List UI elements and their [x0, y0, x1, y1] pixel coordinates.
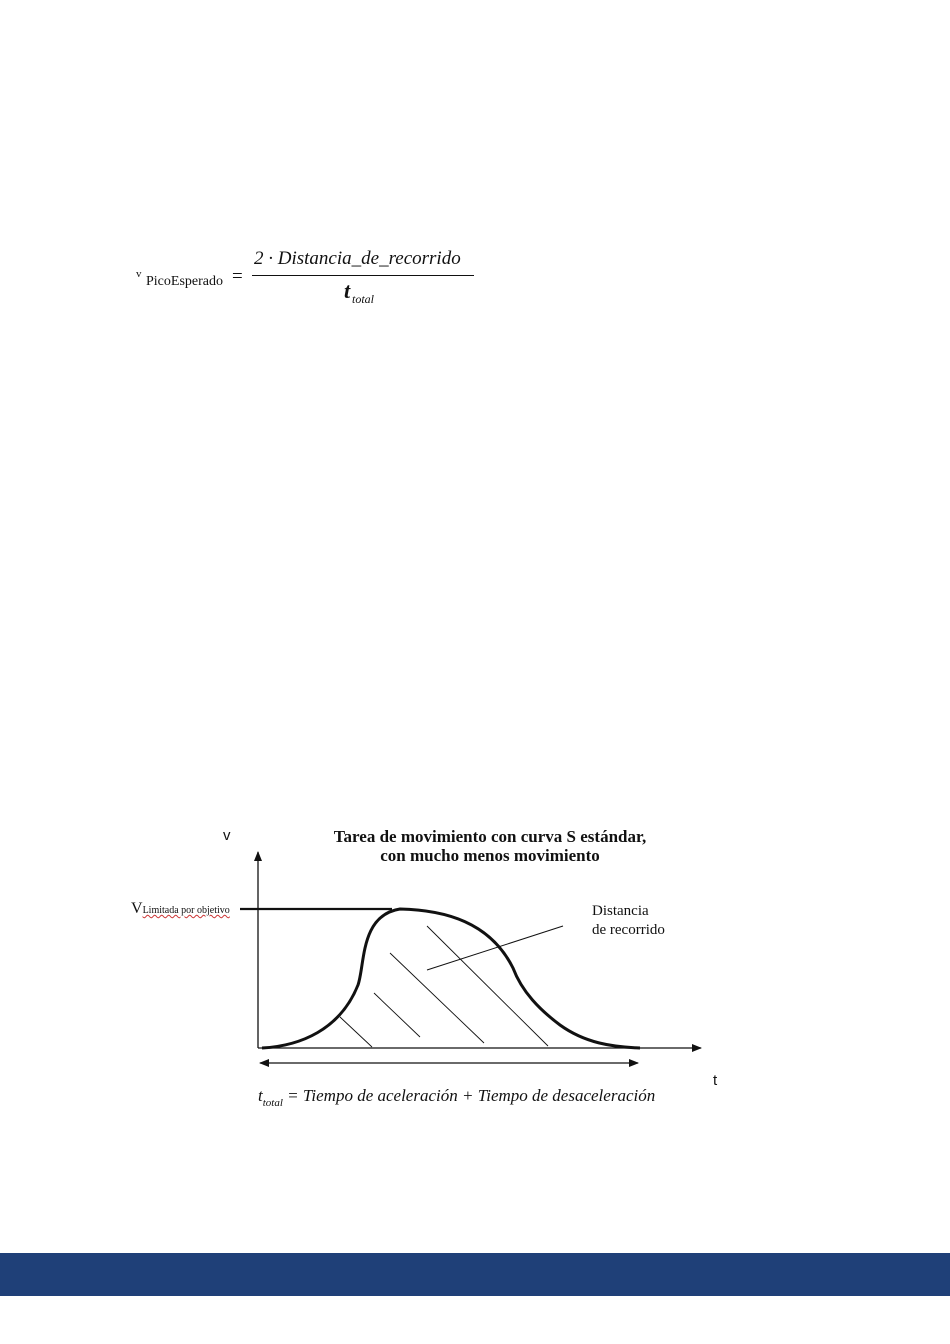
area-label-line1: Distancia — [592, 903, 649, 919]
formula-lhs-symbol: v — [136, 268, 142, 280]
area-pointer-line — [427, 926, 563, 970]
diagram-title-line2: con mucho menos movimiento — [380, 846, 600, 865]
total-symbol: t — [258, 1086, 263, 1105]
velocity-limit-subscript: Limitada por objetivo — [142, 905, 230, 916]
footer-bar — [0, 1253, 950, 1296]
s-curve — [262, 909, 640, 1048]
diagram-title-line1: Tarea de movimiento con curva S estándar, — [333, 827, 647, 846]
velocity-limit-symbol: V — [131, 900, 143, 917]
formula-equals: = — [232, 266, 243, 287]
area-hatching — [340, 926, 548, 1047]
y-axis-label: v — [223, 827, 231, 844]
x-axis-label: t — [713, 1072, 718, 1089]
formula-denominator-subscript: total — [352, 292, 375, 306]
area-label-line2: de recorrido — [592, 922, 665, 938]
total-time-equation — [258, 1086, 655, 1109]
formula-denominator: t — [344, 278, 351, 303]
formula-numerator: 2 · Distancia_de_recorrido — [254, 248, 461, 269]
total-text: = Tiempo de aceleración + Tiempo de desaceleración — [282, 1086, 656, 1105]
formula-lhs-subscript: PicoEsperado — [146, 274, 223, 289]
total-subscript: total — [262, 1097, 283, 1109]
